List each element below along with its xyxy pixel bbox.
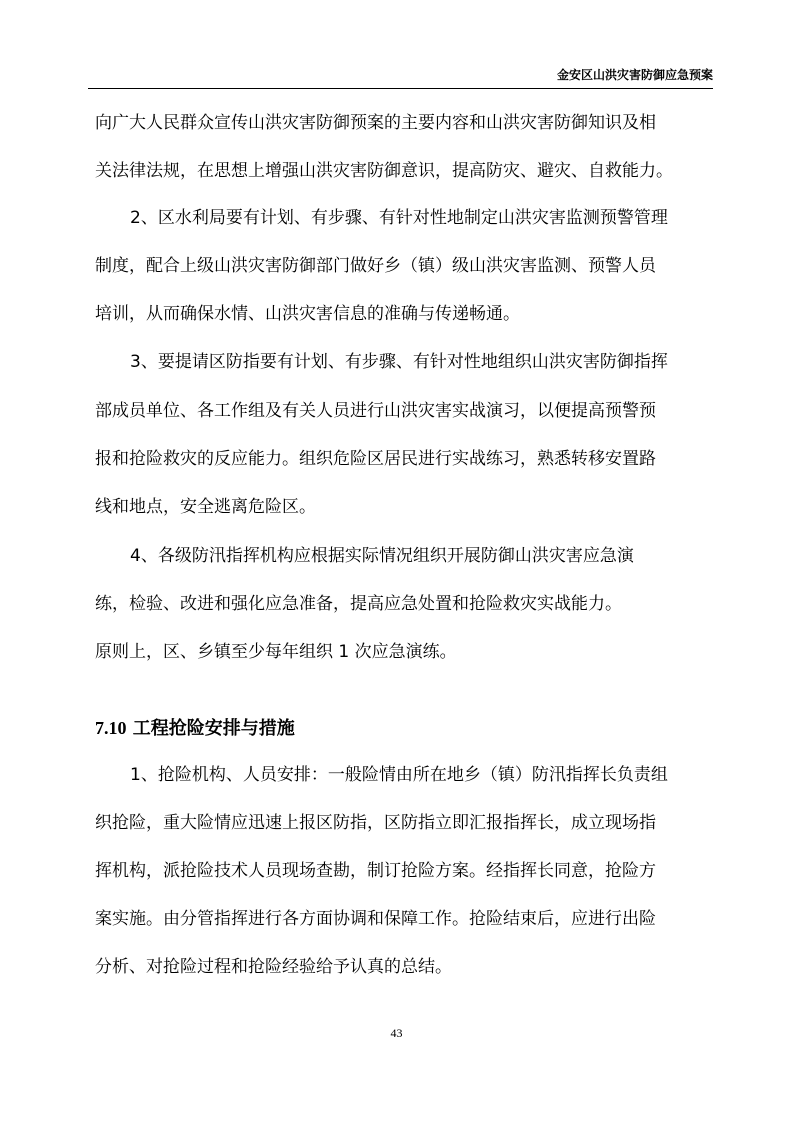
section-heading bbox=[95, 714, 295, 740]
text-line: 4、各级防汛指挥机构应根据实际情况组织开展防御山洪灾害应急演 bbox=[130, 546, 634, 566]
text-line: 关法律法规，在思想上增强山洪灾害防御意识，提高防灾、避灾、自救能力。 bbox=[95, 161, 673, 181]
text-line: 2、区水利局要有计划、有步骤、有针对性地制定山洪灾害监测预警管理 bbox=[130, 208, 668, 228]
text-line: 练，检验、改进和强化应急准备，提高应急处置和抢险救灾实战能力。 bbox=[95, 594, 622, 614]
text-line: 挥机构，派抢险技术人员现场查勘，制订抢险方案。经指挥长同意，抢险方 bbox=[95, 861, 656, 881]
text-line: 分析、对抢险过程和抢险经验给予认真的总结。 bbox=[95, 957, 452, 977]
text-line: 部成员单位、各工作组及有关人员进行山洪灾害实战演习，以便提高预警预 bbox=[95, 401, 656, 421]
page-number: 43 bbox=[390, 1026, 403, 1040]
text-line: 3、要提请区防指要有计划、有步骤、有针对性地组织山洪灾害防御指挥 bbox=[130, 352, 668, 372]
text-line: 制度，配合上级山洪灾害防御部门做好乡（镇）级山洪灾害监测、预警人员 bbox=[95, 256, 656, 276]
text-line: 培训，从而确保水情、山洪灾害信息的准确与传递畅通。 bbox=[95, 304, 520, 324]
text-line: 原则上，区、乡镇至少每年组织 1 次应急演练。 bbox=[95, 642, 457, 662]
text-line: 向广大人民群众宣传山洪灾害防御预案的主要内容和山洪灾害防御知识及相 bbox=[95, 113, 656, 133]
text-line: 案实施。由分管指挥进行各方面协调和保障工作。抢险结束后，应进行出险 bbox=[95, 909, 656, 929]
header-title: 金安区山洪灾害防御应急预案 bbox=[556, 68, 713, 82]
section-number: 7.10 bbox=[95, 718, 127, 738]
text-line: 报和抢险救灾的反应能力。组织危险区居民进行实战练习，熟悉转移安置路 bbox=[95, 449, 656, 469]
header-divider bbox=[88, 88, 713, 89]
section-title: 工程抢险安排与措施 bbox=[132, 718, 295, 739]
text-line: 线和地点，安全逃离危险区。 bbox=[95, 497, 316, 517]
text-line: 1、抢险机构、人员安排：一般险情由所在地乡（镇）防汛指挥长负责组 bbox=[130, 765, 668, 785]
text-line: 织抢险，重大险情应迅速上报区防指，区防指立即汇报指挥长，成立现场指 bbox=[95, 813, 656, 833]
